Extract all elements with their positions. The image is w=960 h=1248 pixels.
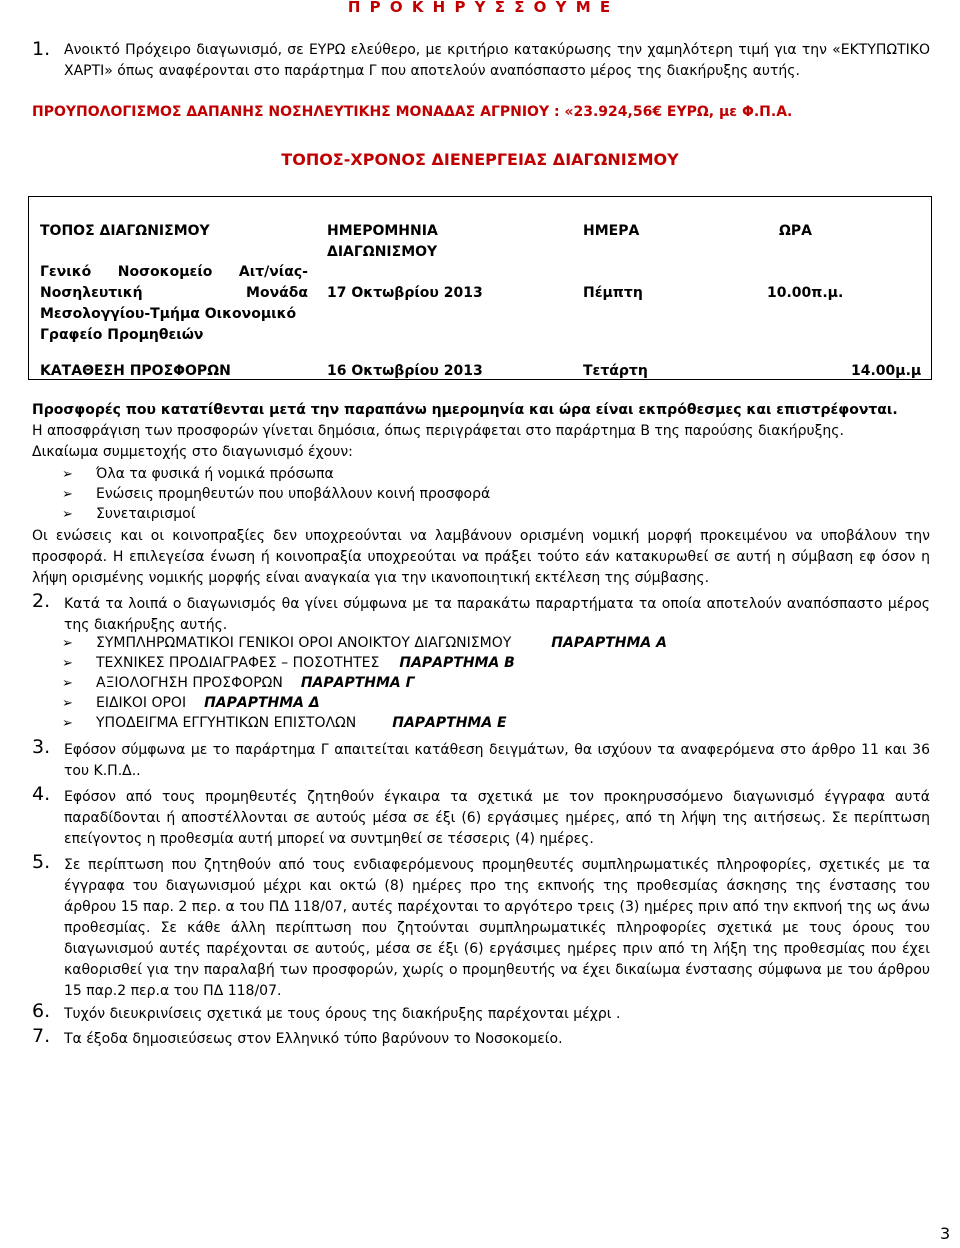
list-item: ➢ Ενώσεις προμηθευτών που υποβάλλουν κοινή προσφορά bbox=[62, 484, 490, 504]
item-6-text: Τυχόν διευκρινίσεις σχετικά με τους όρους της διακήρυξης παρέχονται μέχρι . bbox=[64, 1006, 621, 1022]
header-place: ΤΟΠΟΣ ΔΙΑΓΩΝΙΣΜΟΥ bbox=[40, 223, 210, 239]
place-line2: Νοσηλευτική Μονάδα bbox=[40, 285, 308, 301]
budget-line: ΠΡΟΥΠΟΛΟΓΙΣΜΟΣ ΔΑΠΑΝΗΣ ΝΟΣΗΛΕΥΤΙΚΗΣ ΜΟΝΑΔΑΣ ΑΓΡΝΙΟΥ : «23.924,56€ ΕΥΡΩ, με Φ.Π.Α. bbox=[32, 104, 793, 120]
list-item: ➢ ΥΠΟΔΕΙΓΜΑ ΕΓΓΥΗΤΙΚΩΝ ΕΠΙΣΤΟΛΩΝ ΠΑΡΑΡΤΗΜΑ Ε bbox=[62, 713, 667, 733]
page-number: 3 bbox=[940, 1224, 951, 1243]
list-item: ➢ ΕΙΔΙΚΟΙ ΟΡΟΙ ΠΑΡΑΡΤΗΜΑ Δ bbox=[62, 693, 667, 713]
annexes-list bbox=[62, 633, 667, 733]
item-4-number: 4. bbox=[32, 783, 51, 805]
header-date-line2: ΔΙΑΓΩΝΙΣΜΟΥ bbox=[327, 244, 438, 260]
item-7-number: 7. bbox=[32, 1025, 51, 1047]
list-item: ➢ ΑΞΙΟΛΟΓΗΣΗ ΠΡΟΣΦΟΡΩΝ ΠΑΡΑΡΤΗΜΑ Γ bbox=[62, 673, 667, 693]
arrow-bullet-icon: ➢ bbox=[62, 696, 73, 711]
place-line3: Μεσολογγίου-Τμήμα Οικονομικό bbox=[40, 306, 297, 322]
item-6-number: 6. bbox=[32, 1000, 51, 1022]
union-text: Οι ενώσεις και οι κοινοπραξίες δεν υποχρεούνται να λαμβάνουν ορισμένη νομική μορφή προκειμένου να υποβάλουν την προσφορά. Η επιλεγείσα ένωση ή κοινοπραξία υποχρεούται να πράξει τούτο εάν κατακυρωθεί σε αυτή η σύμβαση εφ όσον η λήψη ορισμένης νομικής μορφής είναι αναγκαία για την ικανοποιητική εκτέλεση της σύμβασης. bbox=[32, 528, 930, 586]
place-line4: Γραφείο Προμηθειών bbox=[40, 327, 204, 343]
list-item: ➢ ΣΥΜΠΛΗΡΩΜΑΤΙΚΟΙ ΓΕΝΙΚΟΙ ΟΡΟΙ ΑΝΟΙΚΤΟΥ ΔΙΑΓΩΝΙΣΜΟΥ ΠΑΡΑΡΤΗΜΑ Α bbox=[62, 633, 667, 653]
tender-time: 10.00π.μ. bbox=[767, 285, 844, 301]
arrow-bullet-icon: ➢ bbox=[62, 716, 73, 731]
item-3-number: 3. bbox=[32, 736, 51, 758]
arrow-bullet-icon: ➢ bbox=[62, 676, 73, 691]
item-5-text: Σε περίπτωση που ζητηθούν από τους ενδιαφερόμενους προμηθευτές συμπληρωματικές πληροφορίες, σχετικές με τα έγγραφα του διαγωνισμού μέχρι και οκτώ (8) ημέρες προ της εκπνοής της προθεσμίας άσκησης της ένστασης του άρθρου 15 παρ. 2 περ. α του ΠΔ 118/07, αυτές παρέχονται το αργότερο τρεις (3) ημέρες πριν από την εκπνοή της ως άνω προθεσμίας. Σε κάθε άλλη περίπτωση που ζητούνται συμπληρωματικές πληροφορίες σχετικά με τους όρους του διαγωνισμού αυτές παρέχονται σε αυτούς, μέσα σε έξι (6) εργάσιμες ημέρες πριν από τη λήξη της προθεσμίας που έχει καθορισθεί για την παραλαβή των προσφορών, χωρίς ο προμηθευτής να έχει δικαίωμα ένστασης σύμφωνα με του άρθρου 15 παρ.2 περ.α του ΠΔ 118/07. bbox=[64, 857, 930, 999]
arrow-bullet-icon: ➢ bbox=[62, 507, 73, 522]
list-item: ➢ ΤΕΧΝΙΚΕΣ ΠΡΟΔΙΑΓΡΑΦΕΣ – ΠΟΣΟΤΗΤΕΣ ΠΑΡΑΡΤΗΜΑ Β bbox=[62, 653, 667, 673]
item-2-text: Κατά τα λοιπά ο διαγωνισμός θα γίνει σύμφωνα με τα παρακάτω παραρτήματα τα οποία αποτελούν αναπόσπαστο μέρος της διακήρυξης αυτής. bbox=[64, 596, 930, 633]
item-2-number: 2. bbox=[32, 590, 51, 612]
item-4-text: Εφόσον από τους προμηθευτές ζητηθούν έγκαιρα τα σχετικά με τον προκηρυσσόμενο διαγωνισμό έγγραφα αυτά παραδίδονται ή αποστέλλονται σε αυτούς μέσα σε έξι (6) εργάσιμες ημέρες, από τη λήψη της αιτήσεως. Σε περίπτωση επείγοντος η προθεσμία αυτή μπορεί να συντμηθεί σε τέσσερις (4) ημέρες. bbox=[64, 789, 930, 847]
deposit-label: ΚΑΤΑΘΕΣΗ ΠΡΟΣΦΟΡΩΝ bbox=[40, 363, 231, 379]
list-item: ➢ Όλα τα φυσικά ή νομικά πρόσωπα bbox=[62, 464, 490, 484]
arrow-bullet-icon: ➢ bbox=[62, 636, 73, 651]
section-heading: ΤΟΠΟΣ-ΧΡΟΝΟΣ ΔΙΕΝΕΡΓΕΙΑΣ ΔΙΑΓΩΝΙΣΜΟΥ bbox=[281, 150, 679, 169]
participants-list bbox=[62, 464, 490, 524]
arrow-bullet-icon: ➢ bbox=[62, 467, 73, 482]
header-day: ΗΜΕΡΑ bbox=[583, 223, 640, 239]
list-item: ➢ Συνεταιρισμοί bbox=[62, 504, 490, 524]
header-time: ΩΡΑ bbox=[779, 223, 812, 239]
item-3-text: Εφόσον σύμφωνα με το παράρτημα Γ απαιτείται κατάθεση δειγμάτων, θα ισχύουν τα αναφερόμενα στο άρθρο 11 και 36 του Κ.Π.Δ.. bbox=[64, 742, 930, 779]
deposit-day: Τετάρτη bbox=[583, 363, 648, 379]
participation-heading: Δικαίωμα συμμετοχής στο διαγωνισμό έχουν: bbox=[32, 444, 353, 460]
schedule-table bbox=[28, 196, 932, 380]
item-1-number: 1. bbox=[32, 38, 51, 60]
item-7-text: Τα έξοδα δημοσιεύσεως στον Ελληνικό τύπο βαρύνουν το Νοσοκομείο. bbox=[64, 1031, 563, 1047]
tender-date: 17 Οκτωβρίου 2013 bbox=[327, 285, 483, 301]
arrow-bullet-icon: ➢ bbox=[62, 487, 73, 502]
place-line1: Γενικό Νοσοκομείο Αιτ/νίας- bbox=[40, 264, 308, 280]
late-offers-notice: Προσφορές που κατατίθενται μετά την παραπάνω ημερομηνία και ώρα είναι εκπρόθεσμες και επιστρέφονται. bbox=[32, 402, 898, 418]
deposit-date: 16 Οκτωβρίου 2013 bbox=[327, 363, 483, 379]
item-5-number: 5. bbox=[32, 851, 51, 873]
item-1-text: Ανοικτό Πρόχειρο διαγωνισμό, σε ΕΥΡΩ ελεύθερο, με κριτήριο κατακύρωσης την χαμηλότερη τιμή για την «ΕΚΤΥΠΩΤΙΚΟ ΧΑΡΤΙ» όπως αναφέρονται στο παράρτημα Γ που αποτελούν αναπόσπαστο μέρος της διακήρυξης αυτής. bbox=[64, 42, 930, 79]
arrow-bullet-icon: ➢ bbox=[62, 656, 73, 671]
deposit-time: 14.00μ.μ bbox=[851, 363, 922, 379]
tender-day: Πέμπτη bbox=[583, 285, 643, 301]
header-date-line1: ΗΜΕΡΟΜΗΝΙΑ bbox=[327, 223, 438, 239]
unseal-notice: Η αποσφράγιση των προσφορών γίνεται δημόσια, όπως περιγράφεται στο παράρτημα Β της παρούσης διακήρυξης. bbox=[32, 423, 844, 439]
document-title: Π Ρ Ο Κ Η Ρ Υ Σ Σ Ο Υ Μ Ε bbox=[347, 0, 613, 16]
